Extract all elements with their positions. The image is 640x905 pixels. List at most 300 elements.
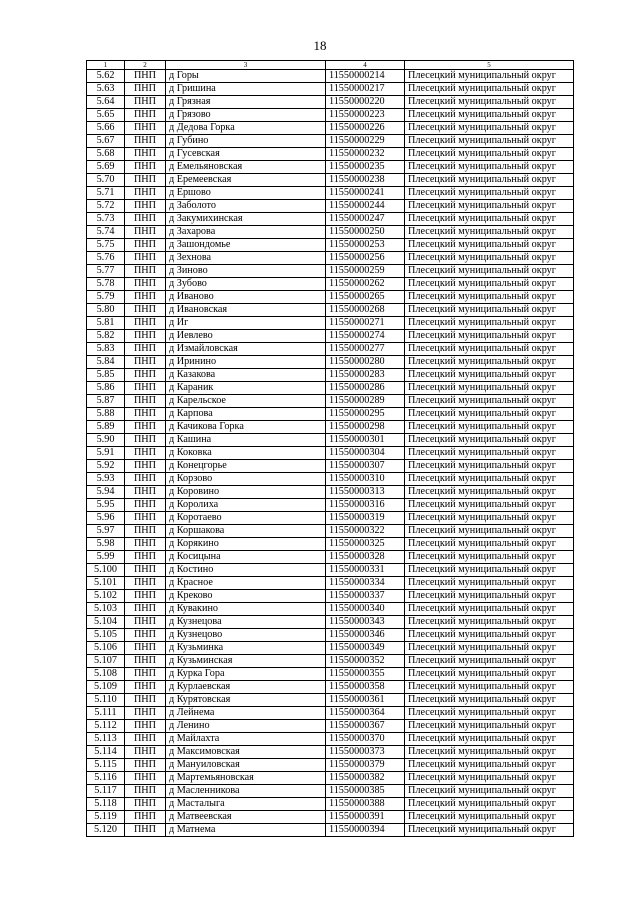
settlement-name-cell: д Кузьминка xyxy=(166,642,326,655)
settlement-name-cell: д Грязная xyxy=(166,96,326,109)
row-number-cell: 5.94 xyxy=(87,486,125,499)
row-number-cell: 5.84 xyxy=(87,356,125,369)
settlement-name-cell: д Кувакино xyxy=(166,603,326,616)
table-row xyxy=(87,135,574,148)
settlement-name-cell: д Майлахта xyxy=(166,733,326,746)
row-number-cell: 5.107 xyxy=(87,655,125,668)
row-number-cell: 5.102 xyxy=(87,590,125,603)
table-row xyxy=(87,603,574,616)
row-number-cell: 5.101 xyxy=(87,577,125,590)
settlement-name-cell: д Кузнецова xyxy=(166,616,326,629)
table-row xyxy=(87,395,574,408)
settlement-type-cell: ПНП xyxy=(125,447,166,460)
row-number-cell: 5.96 xyxy=(87,512,125,525)
oktmo-code-cell: 11550000388 xyxy=(326,798,405,811)
oktmo-code-cell: 11550000304 xyxy=(326,447,405,460)
settlement-type-cell: ПНП xyxy=(125,551,166,564)
row-number-cell: 5.68 xyxy=(87,148,125,161)
settlement-name-cell: д Корякино xyxy=(166,538,326,551)
row-number-cell: 5.93 xyxy=(87,473,125,486)
settlement-name-cell: д Мануиловская xyxy=(166,759,326,772)
settlement-name-cell: д Захарова xyxy=(166,226,326,239)
municipality-cell: Плесецкий муниципальный округ xyxy=(405,785,574,798)
table-row xyxy=(87,499,574,512)
table-row xyxy=(87,460,574,473)
row-number-cell: 5.116 xyxy=(87,772,125,785)
oktmo-code-cell: 11550000283 xyxy=(326,369,405,382)
oktmo-code-cell: 11550000316 xyxy=(326,499,405,512)
row-number-cell: 5.95 xyxy=(87,499,125,512)
table-row xyxy=(87,694,574,707)
row-number-cell: 5.108 xyxy=(87,668,125,681)
municipality-cell: Плесецкий муниципальный округ xyxy=(405,174,574,187)
municipality-cell: Плесецкий муниципальный округ xyxy=(405,226,574,239)
row-number-cell: 5.120 xyxy=(87,824,125,837)
table-row xyxy=(87,733,574,746)
table-row xyxy=(87,772,574,785)
settlement-type-cell: ПНП xyxy=(125,382,166,395)
settlement-name-cell: д Грязово xyxy=(166,109,326,122)
municipality-cell: Плесецкий муниципальный округ xyxy=(405,421,574,434)
settlements-table xyxy=(86,60,574,837)
table-row xyxy=(87,187,574,200)
row-number-cell: 5.118 xyxy=(87,798,125,811)
municipality-cell: Плесецкий муниципальный округ xyxy=(405,486,574,499)
settlement-type-cell: ПНП xyxy=(125,356,166,369)
oktmo-code-cell: 11550000286 xyxy=(326,382,405,395)
settlement-name-cell: д Лейнема xyxy=(166,707,326,720)
settlement-type-cell: ПНП xyxy=(125,265,166,278)
table-row xyxy=(87,824,574,837)
settlement-type-cell: ПНП xyxy=(125,369,166,382)
row-number-cell: 5.70 xyxy=(87,174,125,187)
oktmo-code-cell: 11550000298 xyxy=(326,421,405,434)
row-number-cell: 5.65 xyxy=(87,109,125,122)
municipality-cell: Плесецкий муниципальный округ xyxy=(405,564,574,577)
oktmo-code-cell: 11550000301 xyxy=(326,434,405,447)
row-number-cell: 5.110 xyxy=(87,694,125,707)
settlement-name-cell: д Коршакова xyxy=(166,525,326,538)
oktmo-code-cell: 11550000268 xyxy=(326,304,405,317)
settlement-type-cell: ПНП xyxy=(125,668,166,681)
oktmo-code-cell: 11550000373 xyxy=(326,746,405,759)
table-row xyxy=(87,577,574,590)
municipality-cell: Плесецкий муниципальный округ xyxy=(405,70,574,83)
settlement-type-cell: ПНП xyxy=(125,434,166,447)
row-number-cell: 5.66 xyxy=(87,122,125,135)
municipality-cell: Плесецкий муниципальный округ xyxy=(405,122,574,135)
settlement-name-cell: д Красное xyxy=(166,577,326,590)
settlement-name-cell: д Максимовская xyxy=(166,746,326,759)
oktmo-code-cell: 11550000307 xyxy=(326,460,405,473)
table-row xyxy=(87,707,574,720)
table-row xyxy=(87,551,574,564)
settlement-name-cell: д Гришина xyxy=(166,83,326,96)
table-row xyxy=(87,720,574,733)
municipality-cell: Плесецкий муниципальный округ xyxy=(405,213,574,226)
table-row xyxy=(87,356,574,369)
settlement-type-cell: ПНП xyxy=(125,733,166,746)
row-number-cell: 5.105 xyxy=(87,629,125,642)
table-row xyxy=(87,525,574,538)
table-row xyxy=(87,304,574,317)
row-number-cell: 5.71 xyxy=(87,187,125,200)
oktmo-code-cell: 11550000394 xyxy=(326,824,405,837)
table-row xyxy=(87,382,574,395)
row-number-cell: 5.117 xyxy=(87,785,125,798)
row-number-cell: 5.73 xyxy=(87,213,125,226)
municipality-cell: Плесецкий муниципальный округ xyxy=(405,330,574,343)
settlement-type-cell: ПНП xyxy=(125,616,166,629)
settlement-name-cell: д Заболото xyxy=(166,200,326,213)
municipality-cell: Плесецкий муниципальный округ xyxy=(405,265,574,278)
settlement-type-cell: ПНП xyxy=(125,148,166,161)
table-row xyxy=(87,473,574,486)
table-row xyxy=(87,564,574,577)
oktmo-code-cell: 11550000352 xyxy=(326,655,405,668)
settlement-type-cell: ПНП xyxy=(125,577,166,590)
settlement-type-cell: ПНП xyxy=(125,187,166,200)
settlement-name-cell: д Мартемьяновская xyxy=(166,772,326,785)
settlement-name-cell: д Матвеевская xyxy=(166,811,326,824)
table-row xyxy=(87,174,574,187)
row-number-cell: 5.115 xyxy=(87,759,125,772)
settlement-name-cell: д Закумихинская xyxy=(166,213,326,226)
oktmo-code-cell: 11550000385 xyxy=(326,785,405,798)
header-col-4: 4 xyxy=(326,61,405,70)
row-number-cell: 5.85 xyxy=(87,369,125,382)
oktmo-code-cell: 11550000310 xyxy=(326,473,405,486)
settlement-type-cell: ПНП xyxy=(125,343,166,356)
row-number-cell: 5.88 xyxy=(87,408,125,421)
settlement-name-cell: д Зашондомье xyxy=(166,239,326,252)
oktmo-code-cell: 11550000250 xyxy=(326,226,405,239)
municipality-cell: Плесецкий муниципальный округ xyxy=(405,668,574,681)
table-row xyxy=(87,252,574,265)
settlement-type-cell: ПНП xyxy=(125,590,166,603)
row-number-cell: 5.106 xyxy=(87,642,125,655)
municipality-cell: Плесецкий муниципальный округ xyxy=(405,109,574,122)
municipality-cell: Плесецкий муниципальный округ xyxy=(405,720,574,733)
settlement-type-cell: ПНП xyxy=(125,824,166,837)
row-number-cell: 5.76 xyxy=(87,252,125,265)
header-col-2: 2 xyxy=(125,61,166,70)
settlement-type-cell: ПНП xyxy=(125,83,166,96)
municipality-cell: Плесецкий муниципальный округ xyxy=(405,460,574,473)
row-number-cell: 5.83 xyxy=(87,343,125,356)
oktmo-code-cell: 11550000217 xyxy=(326,83,405,96)
table-row xyxy=(87,213,574,226)
settlement-name-cell: д Карельское xyxy=(166,395,326,408)
settlement-type-cell: ПНП xyxy=(125,122,166,135)
row-number-cell: 5.74 xyxy=(87,226,125,239)
settlement-name-cell: д Курлаевская xyxy=(166,681,326,694)
table-row xyxy=(87,486,574,499)
table-row xyxy=(87,746,574,759)
row-number-cell: 5.103 xyxy=(87,603,125,616)
row-number-cell: 5.80 xyxy=(87,304,125,317)
settlement-type-cell: ПНП xyxy=(125,460,166,473)
settlement-type-cell: ПНП xyxy=(125,785,166,798)
municipality-cell: Плесецкий муниципальный округ xyxy=(405,538,574,551)
row-number-cell: 5.111 xyxy=(87,707,125,720)
oktmo-code-cell: 11550000223 xyxy=(326,109,405,122)
oktmo-code-cell: 11550000358 xyxy=(326,681,405,694)
oktmo-code-cell: 11550000247 xyxy=(326,213,405,226)
table-row xyxy=(87,265,574,278)
table-row xyxy=(87,408,574,421)
settlement-type-cell: ПНП xyxy=(125,408,166,421)
settlement-type-cell: ПНП xyxy=(125,629,166,642)
row-number-cell: 5.63 xyxy=(87,83,125,96)
settlement-name-cell: д Ивановская xyxy=(166,304,326,317)
table-row xyxy=(87,629,574,642)
row-number-cell: 5.86 xyxy=(87,382,125,395)
oktmo-code-cell: 11550000343 xyxy=(326,616,405,629)
settlement-name-cell: д Матнема xyxy=(166,824,326,837)
table-row xyxy=(87,278,574,291)
settlement-name-cell: д Конецгорье xyxy=(166,460,326,473)
table-row xyxy=(87,148,574,161)
oktmo-code-cell: 11550000226 xyxy=(326,122,405,135)
table-row xyxy=(87,616,574,629)
settlement-type-cell: ПНП xyxy=(125,395,166,408)
oktmo-code-cell: 11550000220 xyxy=(326,96,405,109)
oktmo-code-cell: 11550000346 xyxy=(326,629,405,642)
oktmo-code-cell: 11550000361 xyxy=(326,694,405,707)
settlement-name-cell: д Емельяновская xyxy=(166,161,326,174)
oktmo-code-cell: 11550000244 xyxy=(326,200,405,213)
municipality-cell: Плесецкий муниципальный округ xyxy=(405,772,574,785)
table-row xyxy=(87,538,574,551)
settlement-name-cell: д Качикова Горка xyxy=(166,421,326,434)
row-number-cell: 5.97 xyxy=(87,525,125,538)
municipality-cell: Плесецкий муниципальный округ xyxy=(405,161,574,174)
oktmo-code-cell: 11550000328 xyxy=(326,551,405,564)
table-row xyxy=(87,96,574,109)
settlement-name-cell: д Королиха xyxy=(166,499,326,512)
settlement-name-cell: д Ершово xyxy=(166,187,326,200)
header-col-5: 5 xyxy=(405,61,574,70)
table-row xyxy=(87,161,574,174)
row-number-cell: 5.90 xyxy=(87,434,125,447)
row-number-cell: 5.92 xyxy=(87,460,125,473)
row-number-cell: 5.78 xyxy=(87,278,125,291)
settlement-name-cell: д Карпова xyxy=(166,408,326,421)
settlement-type-cell: ПНП xyxy=(125,538,166,551)
settlement-type-cell: ПНП xyxy=(125,486,166,499)
settlement-name-cell: д Корзово xyxy=(166,473,326,486)
oktmo-code-cell: 11550000289 xyxy=(326,395,405,408)
settlement-type-cell: ПНП xyxy=(125,564,166,577)
settlement-name-cell: д Коковка xyxy=(166,447,326,460)
table-row xyxy=(87,785,574,798)
table-row xyxy=(87,811,574,824)
settlement-name-cell: д Косицына xyxy=(166,551,326,564)
municipality-cell: Плесецкий муниципальный округ xyxy=(405,577,574,590)
table-row xyxy=(87,291,574,304)
oktmo-code-cell: 11550000370 xyxy=(326,733,405,746)
oktmo-code-cell: 11550000391 xyxy=(326,811,405,824)
row-number-cell: 5.104 xyxy=(87,616,125,629)
oktmo-code-cell: 11550000262 xyxy=(326,278,405,291)
oktmo-code-cell: 11550000355 xyxy=(326,668,405,681)
settlement-name-cell: д Еремеевская xyxy=(166,174,326,187)
settlement-name-cell: д Кузнецово xyxy=(166,629,326,642)
table-row xyxy=(87,330,574,343)
settlement-name-cell: д Креково xyxy=(166,590,326,603)
oktmo-code-cell: 11550000280 xyxy=(326,356,405,369)
table-row xyxy=(87,421,574,434)
settlement-type-cell: ПНП xyxy=(125,512,166,525)
municipality-cell: Плесецкий муниципальный округ xyxy=(405,135,574,148)
oktmo-code-cell: 11550000325 xyxy=(326,538,405,551)
row-number-cell: 5.87 xyxy=(87,395,125,408)
settlement-name-cell: д Курка Гора xyxy=(166,668,326,681)
oktmo-code-cell: 11550000322 xyxy=(326,525,405,538)
settlement-type-cell: ПНП xyxy=(125,109,166,122)
municipality-cell: Плесецкий муниципальный округ xyxy=(405,96,574,109)
settlement-type-cell: ПНП xyxy=(125,421,166,434)
municipality-cell: Плесецкий муниципальный округ xyxy=(405,239,574,252)
settlement-name-cell: д Горы xyxy=(166,70,326,83)
settlement-name-cell: д Иевлево xyxy=(166,330,326,343)
row-number-cell: 5.109 xyxy=(87,681,125,694)
table-row xyxy=(87,759,574,772)
row-number-cell: 5.75 xyxy=(87,239,125,252)
settlement-name-cell: д Коровино xyxy=(166,486,326,499)
table-row xyxy=(87,239,574,252)
settlement-name-cell: д Кашина xyxy=(166,434,326,447)
settlement-name-cell: д Измайловская xyxy=(166,343,326,356)
municipality-cell: Плесецкий муниципальный округ xyxy=(405,798,574,811)
settlement-type-cell: ПНП xyxy=(125,239,166,252)
municipality-cell: Плесецкий муниципальный округ xyxy=(405,616,574,629)
settlement-name-cell: д Масталыга xyxy=(166,798,326,811)
oktmo-code-cell: 11550000238 xyxy=(326,174,405,187)
settlement-name-cell: д Зубово xyxy=(166,278,326,291)
row-number-cell: 5.89 xyxy=(87,421,125,434)
municipality-cell: Плесецкий муниципальный округ xyxy=(405,187,574,200)
settlement-name-cell: д Костино xyxy=(166,564,326,577)
table-row xyxy=(87,447,574,460)
table-row xyxy=(87,681,574,694)
oktmo-code-cell: 11550000334 xyxy=(326,577,405,590)
municipality-cell: Плесецкий муниципальный округ xyxy=(405,681,574,694)
settlement-type-cell: ПНП xyxy=(125,473,166,486)
municipality-cell: Плесецкий муниципальный округ xyxy=(405,811,574,824)
row-number-cell: 5.91 xyxy=(87,447,125,460)
settlement-name-cell: д Гусевская xyxy=(166,148,326,161)
table-row xyxy=(87,70,574,83)
municipality-cell: Плесецкий муниципальный округ xyxy=(405,694,574,707)
header-col-3: 3 xyxy=(166,61,326,70)
settlement-name-cell: д Масленникова xyxy=(166,785,326,798)
municipality-cell: Плесецкий муниципальный округ xyxy=(405,733,574,746)
row-number-cell: 5.77 xyxy=(87,265,125,278)
oktmo-code-cell: 11550000232 xyxy=(326,148,405,161)
table-row xyxy=(87,369,574,382)
table-row xyxy=(87,642,574,655)
settlement-type-cell: ПНП xyxy=(125,694,166,707)
row-number-cell: 5.100 xyxy=(87,564,125,577)
settlement-type-cell: ПНП xyxy=(125,772,166,785)
municipality-cell: Плесецкий муниципальный округ xyxy=(405,83,574,96)
row-number-cell: 5.64 xyxy=(87,96,125,109)
table-row xyxy=(87,83,574,96)
oktmo-code-cell: 11550000337 xyxy=(326,590,405,603)
oktmo-code-cell: 11550000277 xyxy=(326,343,405,356)
municipality-cell: Плесецкий муниципальный округ xyxy=(405,434,574,447)
municipality-cell: Плесецкий муниципальный округ xyxy=(405,759,574,772)
settlement-name-cell: д Зехнова xyxy=(166,252,326,265)
table-row xyxy=(87,798,574,811)
row-number-cell: 5.99 xyxy=(87,551,125,564)
municipality-cell: Плесецкий муниципальный округ xyxy=(405,304,574,317)
table-row xyxy=(87,200,574,213)
row-number-cell: 5.119 xyxy=(87,811,125,824)
settlement-name-cell: д Иринино xyxy=(166,356,326,369)
municipality-cell: Плесецкий муниципальный округ xyxy=(405,252,574,265)
row-number-cell: 5.98 xyxy=(87,538,125,551)
oktmo-code-cell: 11550000265 xyxy=(326,291,405,304)
settlement-type-cell: ПНП xyxy=(125,135,166,148)
row-number-cell: 5.79 xyxy=(87,291,125,304)
oktmo-code-cell: 11550000271 xyxy=(326,317,405,330)
municipality-cell: Плесецкий муниципальный округ xyxy=(405,590,574,603)
settlement-type-cell: ПНП xyxy=(125,681,166,694)
oktmo-code-cell: 11550000349 xyxy=(326,642,405,655)
municipality-cell: Плесецкий муниципальный округ xyxy=(405,317,574,330)
settlement-name-cell: д Иваново xyxy=(166,291,326,304)
settlement-name-cell: д Ленино xyxy=(166,720,326,733)
settlement-type-cell: ПНП xyxy=(125,226,166,239)
table-row xyxy=(87,590,574,603)
municipality-cell: Плесецкий муниципальный округ xyxy=(405,343,574,356)
settlement-type-cell: ПНП xyxy=(125,252,166,265)
municipality-cell: Плесецкий муниципальный округ xyxy=(405,629,574,642)
settlement-type-cell: ПНП xyxy=(125,720,166,733)
table-row xyxy=(87,226,574,239)
oktmo-code-cell: 11550000367 xyxy=(326,720,405,733)
municipality-cell: Плесецкий муниципальный округ xyxy=(405,707,574,720)
municipality-cell: Плесецкий муниципальный округ xyxy=(405,408,574,421)
table-row xyxy=(87,122,574,135)
table-row xyxy=(87,343,574,356)
oktmo-code-cell: 11550000214 xyxy=(326,70,405,83)
row-number-cell: 5.69 xyxy=(87,161,125,174)
municipality-cell: Плесецкий муниципальный округ xyxy=(405,499,574,512)
settlement-type-cell: ПНП xyxy=(125,70,166,83)
oktmo-code-cell: 11550000364 xyxy=(326,707,405,720)
settlement-type-cell: ПНП xyxy=(125,759,166,772)
settlement-type-cell: ПНП xyxy=(125,603,166,616)
oktmo-code-cell: 11550000253 xyxy=(326,239,405,252)
municipality-cell: Плесецкий муниципальный округ xyxy=(405,603,574,616)
settlement-name-cell: д Иг xyxy=(166,317,326,330)
oktmo-code-cell: 11550000331 xyxy=(326,564,405,577)
row-number-cell: 5.67 xyxy=(87,135,125,148)
municipality-cell: Плесецкий муниципальный округ xyxy=(405,200,574,213)
settlement-type-cell: ПНП xyxy=(125,304,166,317)
oktmo-code-cell: 11550000313 xyxy=(326,486,405,499)
row-number-cell: 5.114 xyxy=(87,746,125,759)
settlement-name-cell: д Курятовская xyxy=(166,694,326,707)
oktmo-code-cell: 11550000379 xyxy=(326,759,405,772)
municipality-cell: Плесецкий муниципальный округ xyxy=(405,642,574,655)
settlement-type-cell: ПНП xyxy=(125,161,166,174)
municipality-cell: Плесецкий муниципальный округ xyxy=(405,382,574,395)
